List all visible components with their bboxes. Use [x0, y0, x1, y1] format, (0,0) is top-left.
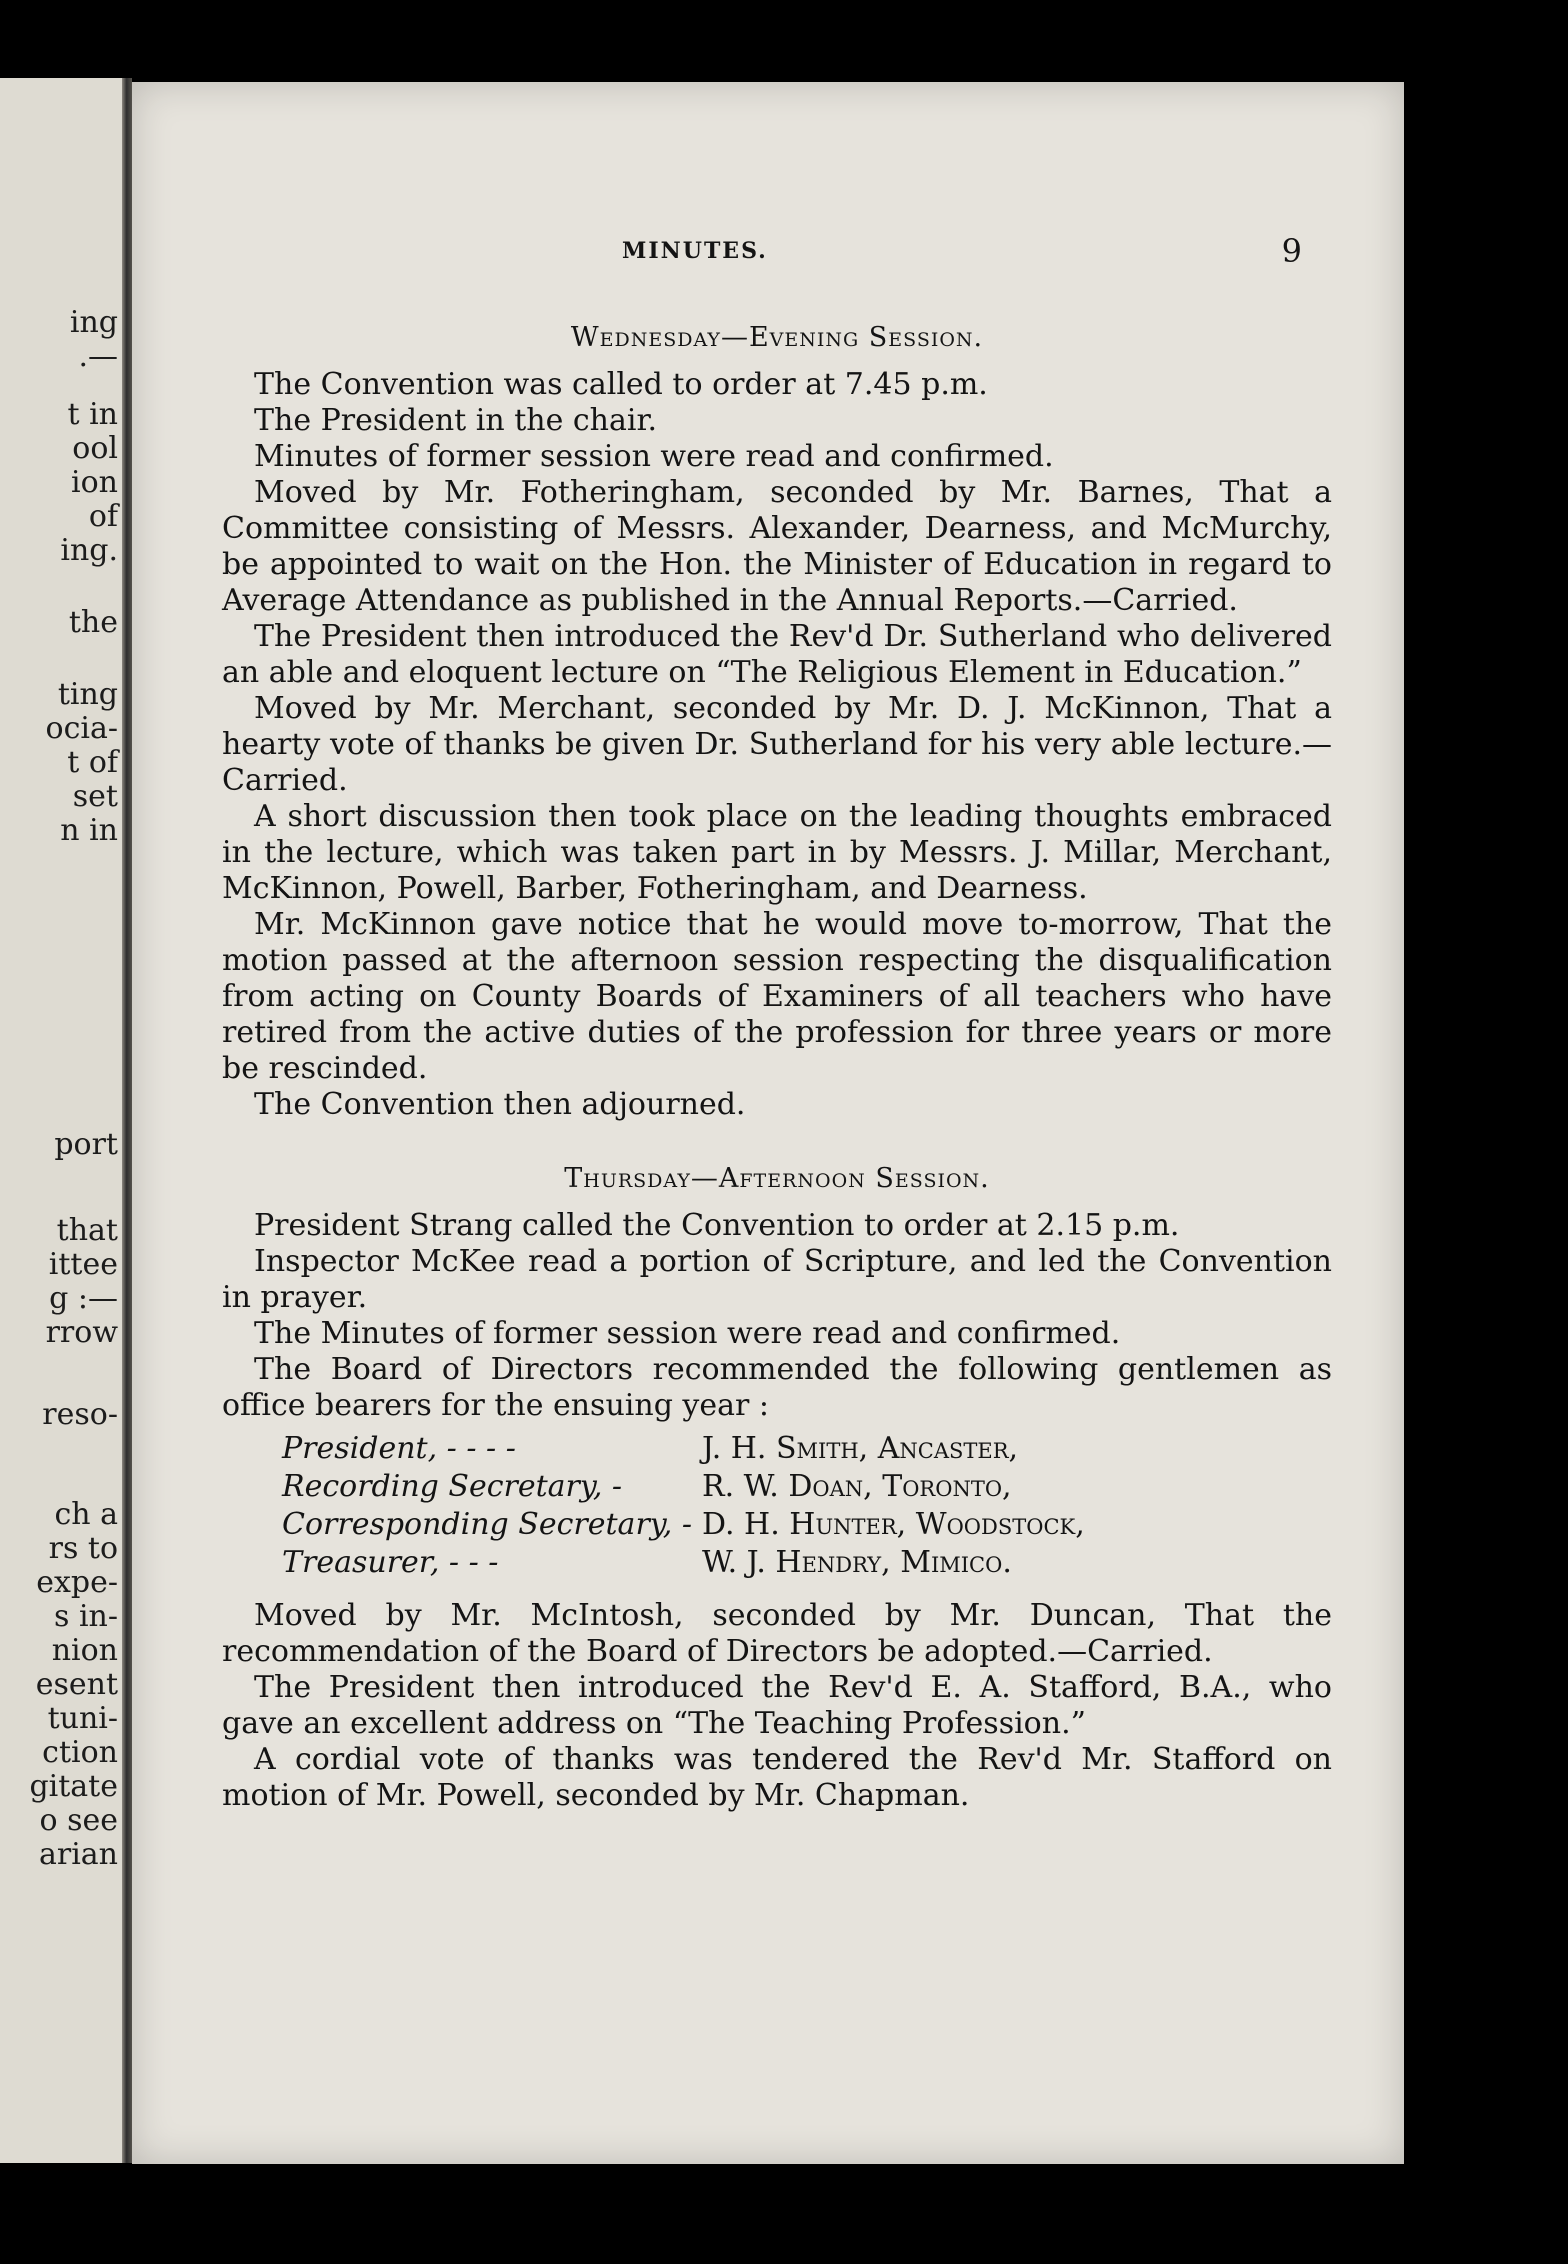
left-fragment: expe- — [36, 1565, 118, 1600]
thursday-session-heading: Thursday—Afternoon Session. — [564, 1163, 990, 1194]
book-page — [132, 82, 1404, 2164]
facing-page-fragment — [0, 78, 122, 2163]
officer-row — [282, 1506, 1332, 1544]
left-fragment: ool — [72, 431, 118, 466]
officer-name: J. H. Smith, Ancaster, — [702, 1431, 1019, 1466]
left-fragment: the — [68, 605, 118, 640]
left-fragment: .— — [78, 339, 118, 374]
left-fragment: t of — [67, 745, 118, 780]
left-fragment: ction — [42, 1735, 118, 1770]
officer-role: Treasurer, - - - — [282, 1545, 499, 1580]
left-fragment: of — [88, 499, 118, 534]
left-fragment: esent — [35, 1667, 118, 1702]
running-head — [222, 232, 1332, 282]
left-fragment: o see — [39, 1803, 118, 1838]
officer-name: R. W. Doan, Toronto, — [702, 1469, 1012, 1504]
paragraph: The Convention was called to order at 7.45 p.m. — [254, 367, 988, 402]
officer-row — [282, 1468, 1332, 1506]
paragraph: The President then introduced the Rev'd E. A. Stafford, B.A., who gave an excellent address on “The Teaching Profession.” — [222, 1670, 1332, 1741]
paragraph: Moved by Mr. McIntosh, seconded by Mr. Duncan, That the recommendation of the Board of Directors be adopted.—Carried. — [222, 1598, 1332, 1669]
left-fragment: t in — [67, 397, 118, 432]
paragraph: The Convention then adjourned. — [254, 1087, 746, 1122]
officer-row — [282, 1430, 1332, 1468]
paragraph: President Strang called the Convention to order at 2.15 p.m. — [254, 1208, 1180, 1243]
paragraph: The Minutes of former session were read and confirmed. — [254, 1316, 1121, 1351]
left-fragment: s in- — [54, 1599, 118, 1634]
left-fragment: gitate — [29, 1769, 118, 1804]
left-fragment: ing — [69, 305, 118, 340]
officer-name: D. H. Hunter, Woodstock, — [702, 1507, 1085, 1542]
paragraph: Minutes of former session were read and confirmed. — [254, 439, 1054, 474]
left-fragment: ch a — [54, 1497, 118, 1532]
paragraph: The President in the chair. — [254, 403, 658, 438]
left-fragment: that — [56, 1213, 118, 1248]
left-fragment: ting — [57, 677, 118, 712]
left-fragment: ing. — [60, 533, 118, 568]
officer-row — [282, 1544, 1332, 1582]
wednesday-session-heading: Wednesday—Evening Session. — [570, 322, 984, 353]
left-fragment: ocia- — [45, 711, 118, 746]
left-fragment: rrow — [45, 1315, 118, 1350]
left-fragment: port — [54, 1127, 118, 1162]
page-number: 9 — [1281, 232, 1302, 270]
left-fragment: rs to — [48, 1531, 118, 1566]
paragraph: Inspector McKee read a portion of Scripture, and led the Convention in prayer. — [222, 1244, 1332, 1315]
left-fragment: ittee — [48, 1247, 118, 1282]
left-fragment: tuni- — [47, 1701, 118, 1736]
paragraph: The Board of Directors recommended the following gentlemen as office bearers for the ensuing year : — [222, 1352, 1332, 1423]
left-fragment: reso- — [42, 1397, 118, 1432]
paragraph: A short discussion then took place on the leading thoughts embraced in the lecture, which was taken part in by Messrs. J. Millar, Merchant, McKinnon, Powell, Barber, Fotheringham, and Dearness. — [222, 799, 1332, 906]
left-fragment: ion — [71, 465, 118, 500]
paragraph: Moved by Mr. Fotheringham, seconded by Mr. Barnes, That a Committee consisting of Messrs. Alexander, Dearness, and McMurchy, be appointed to wait on the Hon. the Minister of Education in regard to Average Attendance as published in the Annual Reports.—Carried. — [222, 475, 1332, 618]
officer-role: Corresponding Secretary, - — [282, 1507, 692, 1542]
officer-role: Recording Secretary, - — [282, 1469, 623, 1504]
paragraph: Moved by Mr. Merchant, seconded by Mr. D. J. McKinnon, That a hearty vote of thanks be given Dr. Sutherland for his very able lecture.—Carried. — [222, 691, 1332, 798]
left-fragment: arian — [38, 1837, 118, 1872]
page-content — [222, 232, 1332, 1814]
paragraph: The President then introduced the Rev'd Dr. Sutherland who delivered an able and eloquent lecture on “The Religious Element in Education.” — [222, 619, 1332, 690]
left-fragment: n in — [60, 813, 118, 848]
paragraph: Mr. McKinnon gave notice that he would move to-morrow, That the motion passed at the afternoon session respecting the disqualification from acting on County Boards of Examiners of all teachers who have retired from the active duties of the profession for three years or more be rescinded. — [222, 907, 1332, 1086]
left-fragment: g :— — [49, 1281, 118, 1316]
officer-role: President, - - - - — [282, 1431, 516, 1466]
running-head-title: MINUTES. — [622, 238, 768, 264]
officer-name: W. J. Hendry, Mimico. — [702, 1545, 1012, 1580]
book-gutter — [122, 78, 132, 2163]
left-fragment: set — [72, 779, 118, 814]
paragraph: A cordial vote of thanks was tendered the Rev'd Mr. Stafford on motion of Mr. Powell, seconded by Mr. Chapman. — [222, 1742, 1332, 1813]
left-fragment: nion — [51, 1633, 118, 1668]
officers-list — [282, 1430, 1332, 1582]
